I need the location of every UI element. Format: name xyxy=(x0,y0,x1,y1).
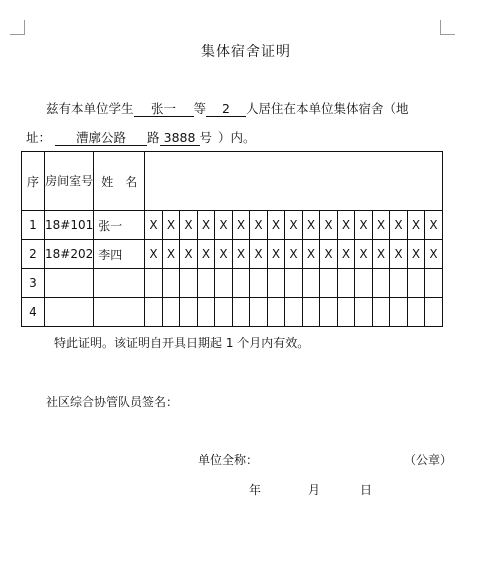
row-mark-cell[interactable]: X xyxy=(320,240,338,269)
row-mark-cell[interactable] xyxy=(267,269,285,298)
table-header-row xyxy=(22,152,443,211)
row-mark-cell[interactable] xyxy=(390,269,408,298)
row-room-cell[interactable] xyxy=(45,298,94,327)
row-mark-cell[interactable]: X xyxy=(267,211,285,240)
row-mark-cell[interactable] xyxy=(162,298,180,327)
row-room-cell[interactable]: 18#202 xyxy=(45,240,94,269)
row-room-cell[interactable]: 18#101 xyxy=(45,211,94,240)
signature-label: 社区综合协管队员签名： xyxy=(46,395,179,409)
row-seq-cell[interactable]: 1 xyxy=(22,211,45,240)
table-row xyxy=(22,298,443,327)
row-mark-cell[interactable] xyxy=(407,269,425,298)
row-mark-cell[interactable] xyxy=(267,298,285,327)
student-name-field[interactable]: 张一 xyxy=(134,102,194,117)
row-mark-cell[interactable] xyxy=(232,298,250,327)
header-room: 房间室号 xyxy=(45,152,94,211)
house-number-field[interactable]: 3888 xyxy=(160,131,200,146)
row-mark-cell[interactable]: X xyxy=(372,211,390,240)
row-mark-cell[interactable]: X xyxy=(162,211,180,240)
row-mark-cell[interactable] xyxy=(372,298,390,327)
row-mark-cell[interactable]: X xyxy=(302,240,320,269)
seal-label: （公章） xyxy=(404,453,453,467)
row-name-cell[interactable]: 李四 xyxy=(94,240,145,269)
row-mark-cell[interactable]: X xyxy=(285,211,303,240)
page-corner-mark-right xyxy=(440,20,455,35)
header-blank xyxy=(145,152,443,211)
row-mark-cell[interactable] xyxy=(145,269,163,298)
intro-suffix: 人居住在本单位集体宿舍（地 xyxy=(246,101,409,116)
row-mark-cell[interactable] xyxy=(302,298,320,327)
table-row xyxy=(22,240,443,269)
row-name-cell[interactable]: 张一 xyxy=(94,211,145,240)
row-mark-cell[interactable]: X xyxy=(215,240,233,269)
row-mark-cell[interactable] xyxy=(215,298,233,327)
row-mark-cell[interactable]: X xyxy=(250,240,268,269)
row-mark-cell[interactable]: X xyxy=(232,211,250,240)
row-mark-cell[interactable] xyxy=(390,298,408,327)
row-seq-cell[interactable]: 2 xyxy=(22,240,45,269)
row-mark-cell[interactable]: X xyxy=(425,240,443,269)
header-seq: 序 xyxy=(22,152,45,211)
row-mark-cell[interactable] xyxy=(337,269,355,298)
date-month: 月 xyxy=(308,483,321,497)
row-mark-cell[interactable]: X xyxy=(425,211,443,240)
date-day: 日 xyxy=(360,483,373,497)
address-lu: 路 xyxy=(147,130,160,145)
row-mark-cell[interactable] xyxy=(232,269,250,298)
row-mark-cell[interactable]: X xyxy=(407,240,425,269)
row-mark-cell[interactable] xyxy=(320,269,338,298)
table-row xyxy=(22,211,443,240)
row-mark-cell[interactable] xyxy=(355,269,373,298)
row-mark-cell[interactable]: X xyxy=(355,240,373,269)
address-prefix: 址： xyxy=(26,130,52,145)
date-year: 年 xyxy=(249,483,262,497)
row-mark-cell[interactable]: X xyxy=(145,211,163,240)
header-name: 姓 名 xyxy=(94,152,145,211)
row-mark-cell[interactable] xyxy=(355,298,373,327)
row-seq-cell[interactable]: 3 xyxy=(22,269,45,298)
row-mark-cell[interactable]: X xyxy=(337,211,355,240)
unit-name-label: 单位全称： xyxy=(198,453,259,467)
row-mark-cell[interactable] xyxy=(320,298,338,327)
row-seq-cell[interactable]: 4 xyxy=(22,298,45,327)
row-mark-cell[interactable] xyxy=(250,269,268,298)
intro-deng: 等 xyxy=(193,101,207,116)
row-mark-cell[interactable] xyxy=(407,298,425,327)
page-corner-mark-left xyxy=(10,20,25,35)
road-name-field[interactable]: 漕廓公路 xyxy=(55,131,147,146)
document-title: 集体宿舍证明 xyxy=(201,44,291,60)
row-mark-cell[interactable] xyxy=(425,298,443,327)
row-mark-cell[interactable]: X xyxy=(180,211,198,240)
row-mark-cell[interactable]: X xyxy=(215,211,233,240)
row-mark-cell[interactable]: X xyxy=(267,240,285,269)
row-mark-cell[interactable] xyxy=(197,269,215,298)
row-mark-cell[interactable]: X xyxy=(355,211,373,240)
row-mark-cell[interactable]: X xyxy=(407,211,425,240)
row-mark-cell[interactable]: X xyxy=(320,211,338,240)
row-mark-cell[interactable] xyxy=(180,269,198,298)
row-mark-cell[interactable]: X xyxy=(390,240,408,269)
row-mark-cell[interactable]: X xyxy=(180,240,198,269)
row-mark-cell[interactable]: X xyxy=(232,240,250,269)
row-mark-cell[interactable]: X xyxy=(197,211,215,240)
address-suffix: ）内。 xyxy=(218,130,256,145)
row-mark-cell[interactable]: X xyxy=(285,240,303,269)
address-hao: 号 xyxy=(199,130,213,145)
row-mark-cell[interactable]: X xyxy=(162,240,180,269)
row-mark-cell[interactable]: X xyxy=(250,211,268,240)
row-mark-cell[interactable] xyxy=(285,298,303,327)
row-mark-cell[interactable] xyxy=(180,298,198,327)
row-mark-cell[interactable] xyxy=(425,269,443,298)
row-mark-cell[interactable] xyxy=(337,298,355,327)
row-mark-cell[interactable] xyxy=(285,269,303,298)
resident-table xyxy=(21,151,443,327)
row-mark-cell[interactable] xyxy=(250,298,268,327)
row-mark-cell[interactable] xyxy=(302,269,320,298)
row-mark-cell[interactable]: X xyxy=(337,240,355,269)
row-room-cell[interactable] xyxy=(45,269,94,298)
row-mark-cell[interactable] xyxy=(372,269,390,298)
row-mark-cell[interactable]: X xyxy=(302,211,320,240)
row-mark-cell[interactable] xyxy=(197,298,215,327)
row-mark-cell[interactable]: X xyxy=(390,211,408,240)
address-line xyxy=(26,128,256,146)
resident-count-field[interactable]: 2 xyxy=(206,102,246,117)
row-mark-cell[interactable] xyxy=(162,269,180,298)
row-mark-cell[interactable]: X xyxy=(145,240,163,269)
row-name-cell[interactable] xyxy=(94,269,145,298)
row-name-cell[interactable] xyxy=(94,298,145,327)
intro-prefix: 兹有本单位学生 xyxy=(46,101,134,116)
row-mark-cell[interactable] xyxy=(145,298,163,327)
validity-note: 特此证明。该证明自开具日期起 1 个月内有效。 xyxy=(54,336,310,350)
intro-line xyxy=(46,99,409,117)
row-mark-cell[interactable] xyxy=(215,269,233,298)
table-row xyxy=(22,269,443,298)
row-mark-cell[interactable]: X xyxy=(197,240,215,269)
row-mark-cell[interactable]: X xyxy=(372,240,390,269)
